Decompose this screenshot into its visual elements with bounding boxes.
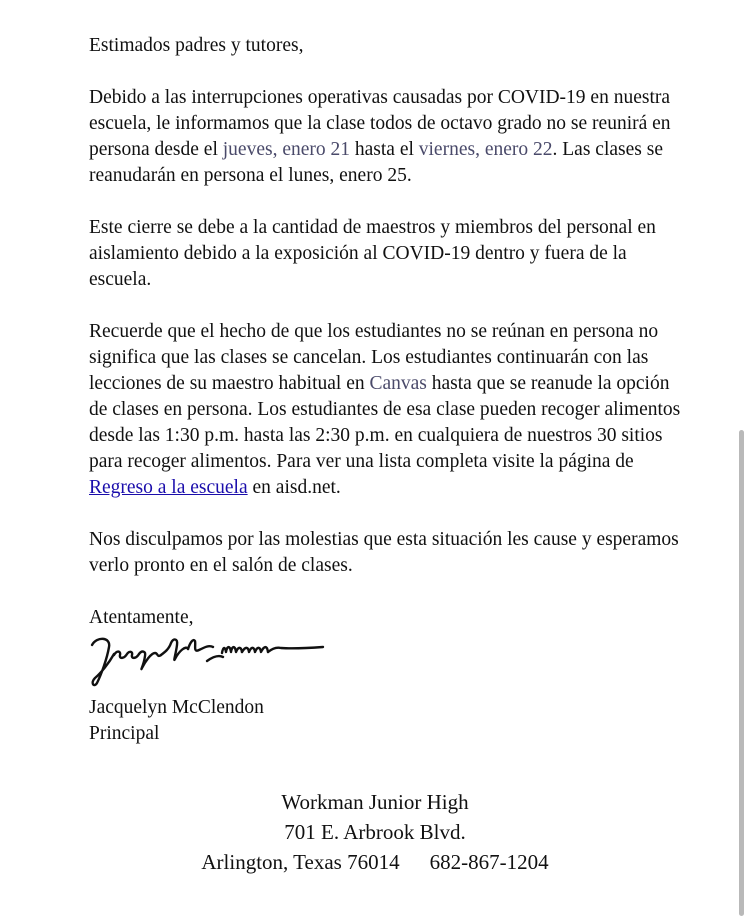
signature-image	[89, 633, 689, 689]
signer-name: Jacquelyn McClendon	[89, 697, 264, 718]
greeting: Estimados padres y tutores,	[89, 35, 304, 56]
closing: Atentamente,	[89, 607, 194, 628]
closure-text-c: . Las clases se reanudarán en persona el lunes, enero 25.	[89, 139, 663, 186]
school-street: 701 E. Arbrook Blvd.	[284, 820, 466, 844]
school-phone: 682-867-1204	[429, 850, 549, 874]
date-end: viernes, enero 22	[418, 139, 553, 160]
closure-text-a: Debido a las interrupciones operativas causadas por COVID-19 en nuestra escuela, le informamos que la clase todos de octavo grado no se reunirá en persona desde el	[89, 87, 671, 160]
signature-icon	[89, 633, 329, 689]
back-to-school-link[interactable]: Regreso a la escuela	[89, 477, 248, 498]
school-address-block	[0, 787, 750, 877]
school-city-phone-line	[0, 847, 750, 877]
paragraph-closure-reason: Este cierre se debe a la cantidad de maestros y miembros del personal en aislamiento debido a la exposición al COVID-19 dentro y fuera de la escuela.	[89, 217, 656, 290]
remote-text-c: en aisd.net.	[247, 477, 341, 498]
remote-text-b: hasta que se reanude la opción de clases en persona. Los estudiantes de esa clase pueden recoger alimentos desde las 1:30 p.m. hasta las 2:30 p.m. en cualquiera de nuestros 30 sitios para recoger alimentos. Para ver una lista completa visite la página de	[89, 373, 681, 472]
vertical-scrollbar[interactable]	[739, 430, 744, 916]
paragraph-closure-notice	[89, 85, 689, 189]
closure-text-b: hasta el	[350, 139, 419, 160]
signer-title: Principal	[89, 723, 160, 744]
paragraph-remote-learning	[89, 319, 689, 501]
date-start: jueves, enero 21	[222, 139, 350, 160]
school-name: Workman Junior High	[281, 790, 469, 814]
letter-body	[89, 33, 689, 747]
remote-text-a: Recuerde que el hecho de que los estudiantes no se reúnan en persona no significa que las clases se cancelan. Los estudiantes continuarán con las lecciones de su maestro habitual en	[89, 321, 659, 394]
canvas-mention: Canvas	[369, 373, 427, 394]
school-city: Arlington, Texas 76014	[201, 850, 400, 874]
paragraph-apology: Nos disculpamos por las molestias que esta situación les cause y esperamos verlo pronto en el salón de clases.	[89, 529, 679, 576]
